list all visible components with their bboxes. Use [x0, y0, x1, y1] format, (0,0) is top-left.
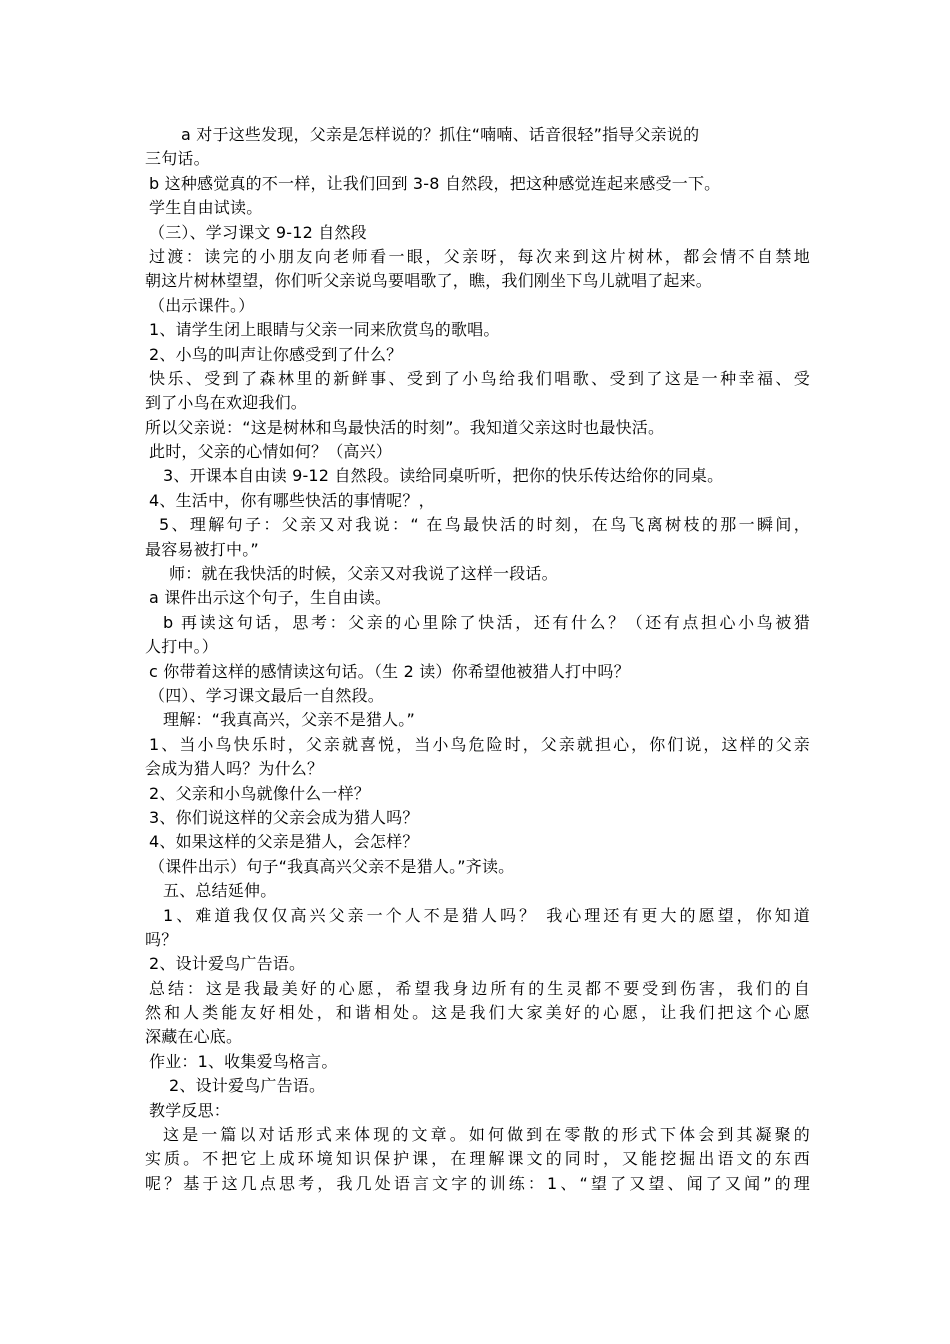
text-line: 1、请学生闭上眼睛与父亲一同来欣赏鸟的歌唱。	[149, 320, 500, 340]
document-body	[145, 123, 810, 1196]
text-line: 2、父亲和小鸟就像什么一样？	[149, 783, 370, 803]
text-line: 人打中。）	[145, 637, 219, 657]
text-line: 这是一篇以对话形式来体现的文章。如何做到在零散的形式下体会到其凝聚的	[163, 1125, 810, 1145]
text-line: b 这种感觉真的不一样，让我们回到 3-8 自然段，把这种感觉连起来感受一下。	[149, 173, 721, 193]
text-line: 总结：这是我最美好的心愿，希望我身边所有的生灵都不要受到伤害，我们的自	[149, 978, 810, 998]
text-line: 教学反思：	[149, 1100, 231, 1120]
text-line: c 你带着这样的感情读这句话。（生 2 读）你希望他被猎人打中吗？	[149, 661, 630, 681]
text-line: 然和人类能友好相处，和谐相处。这是我们大家美好的心愿，让我们把这个心愿	[145, 1003, 810, 1023]
text-line: 作业：1、收集爱鸟格言。	[149, 1051, 338, 1071]
text-line: 理解：“我真高兴，父亲不是猎人。”	[163, 710, 415, 730]
text-line: 所以父亲说：“这是树林和鸟最快活的时刻”。我知道父亲这时也最快活。	[145, 417, 665, 437]
text-line: 4、生活中，你有哪些快活的事情呢？，	[149, 490, 435, 510]
text-line: 呢？基于这几点思考，我几处语言文字的训练：1、“望了又望、闻了又闻”的理	[145, 1173, 810, 1193]
text-line: （课件出示）句子“我真高兴父亲不是猎人。”齐读。	[149, 856, 515, 876]
text-line: 1、当小鸟快乐时，父亲就喜悦，当小鸟危险时，父亲就担心，你们说，这样的父亲	[149, 734, 810, 754]
text-line: 4、如果这样的父亲是猎人，会怎样？	[149, 832, 419, 852]
text-line: 深藏在心底。	[145, 1027, 243, 1047]
text-line: （出示课件。）	[149, 295, 255, 315]
text-line: 2、设计爱鸟广告语。	[149, 954, 306, 974]
text-line: 5、理解句子：父亲又对我说：“ 在鸟最快活的时刻，在鸟飞离树枝的那一瞬间，	[159, 515, 810, 535]
text-line: 2、设计爱鸟广告语。	[169, 1076, 326, 1096]
text-line: 三句话。	[145, 149, 210, 169]
text-line: b 再读这句话，思考：父亲的心里除了快活，还有什么？（还有点担心小鸟被猎	[163, 612, 810, 632]
section-heading: 五、总结延伸。	[163, 881, 277, 901]
text-line: 过渡：读完的小朋友向老师看一眼，父亲呀，每次来到这片树林，都会情不自禁地	[149, 246, 810, 266]
text-line: 学生自由试读。	[149, 198, 263, 218]
text-line: 2、小鸟的叫声让你感受到了什么？	[149, 344, 403, 364]
text-line: 会成为猎人吗？为什么？	[145, 759, 324, 779]
text-line: 师：就在我快活的时候，父亲又对我说了这样一段话。	[169, 564, 558, 584]
text-line: 1、难道我仅仅高兴父亲一个人不是猎人吗？ 我心理还有更大的愿望，你知道	[163, 905, 810, 925]
section-heading: （三）、学习课文 9-12 自然段	[149, 222, 367, 242]
text-line: 此时，父亲的心情如何？（高兴）	[149, 442, 393, 462]
text-line: 实质。不把它上成环境知识保护课，在理解课文的同时，又能挖掘出语文的东西	[145, 1149, 810, 1169]
text-line: 3、你们说这样的父亲会成为猎人吗？	[149, 807, 419, 827]
text-line: 最容易被打中。”	[145, 539, 259, 559]
text-line: a 对于这些发现，父亲是怎样说的？抓住“喃喃、话音很轻”指导父亲说的	[181, 125, 700, 144]
text-line: 到了小鸟在欢迎我们。	[145, 393, 308, 413]
text-line: 朝这片树林望望，你们听父亲说鸟要唱歌了，瞧，我们刚坐下鸟儿就唱了起来。	[145, 271, 713, 291]
text-line: 吗？	[145, 929, 178, 949]
text-line: 3、开课本自由读 9-12 自然段。读给同桌听听，把你的快乐传达给你的同桌。	[163, 466, 724, 486]
text-line: 快乐、受到了森林里的新鲜事、受到了小鸟给我们唱歌、受到了这是一种幸福、受	[149, 368, 810, 388]
text-line: a 课件出示这个句子，生自由读。	[149, 588, 392, 608]
section-heading: （四）、学习课文最后一自然段。	[149, 685, 385, 705]
